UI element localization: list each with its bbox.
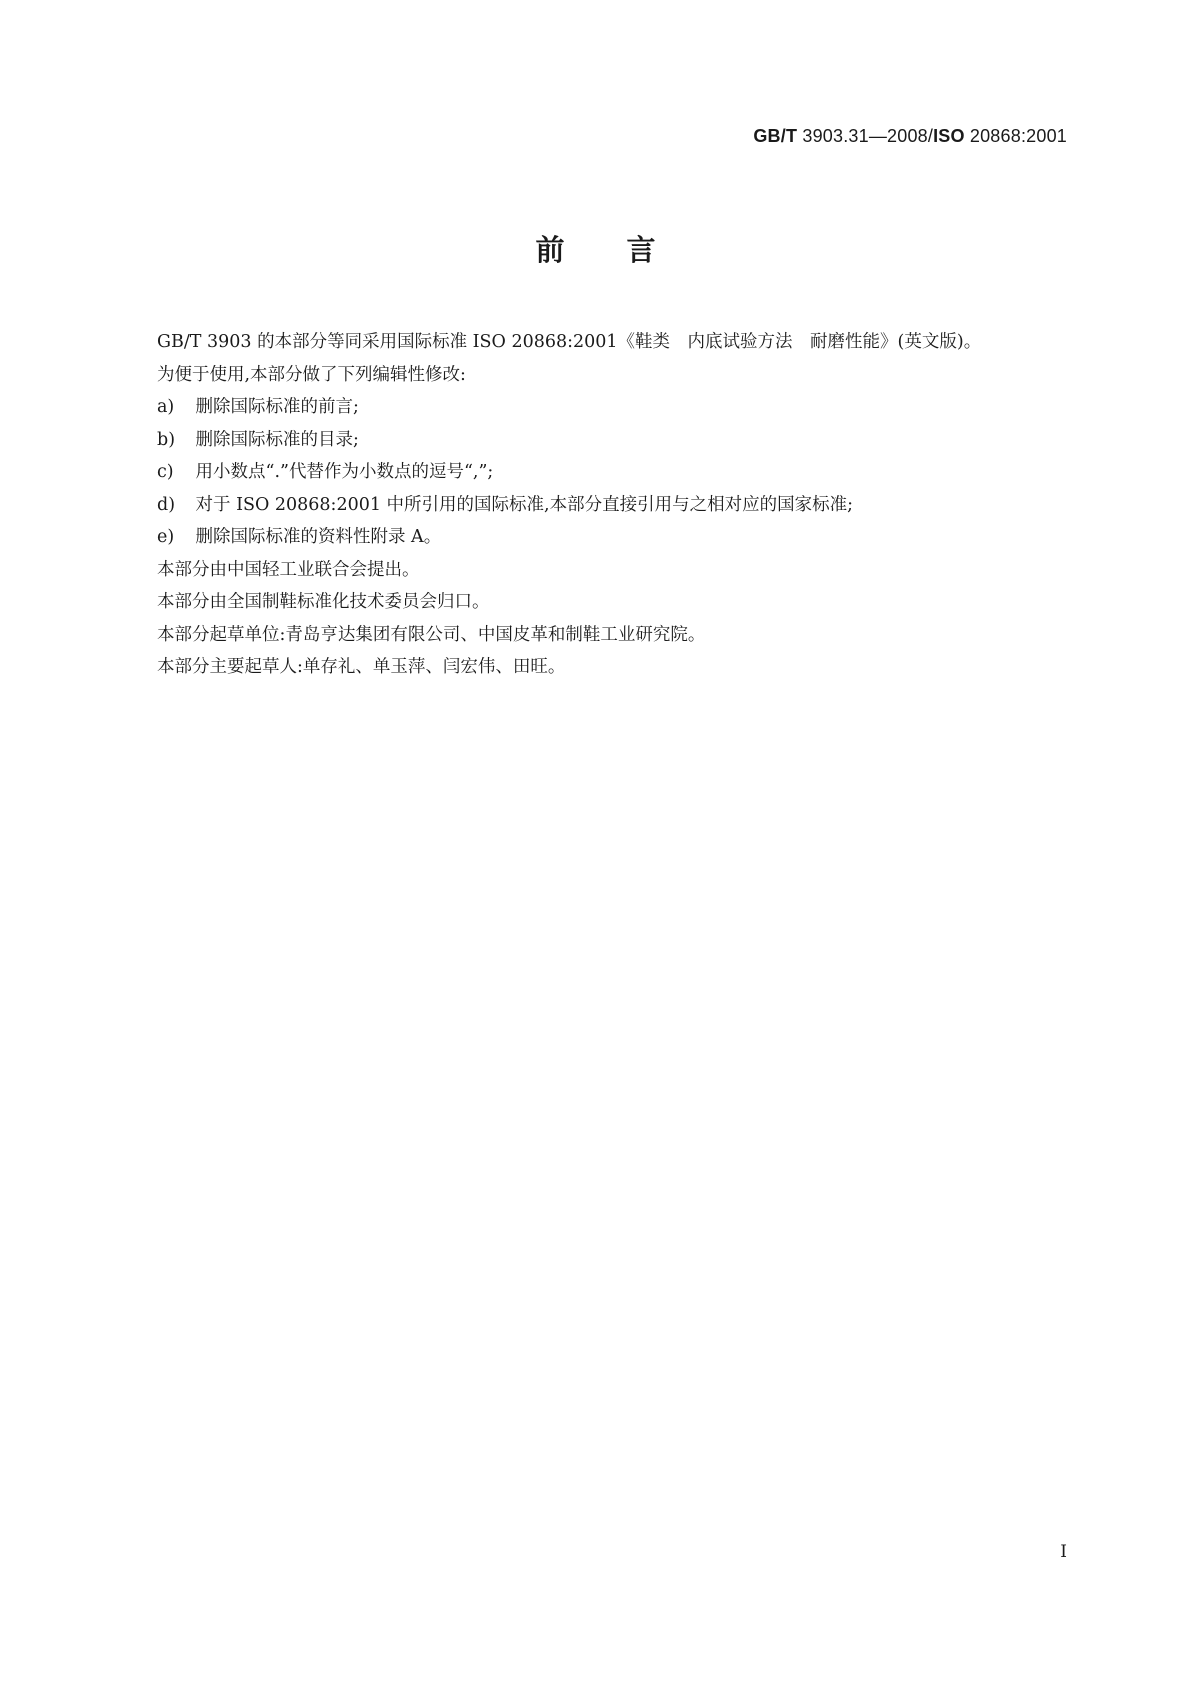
modification-item-c — [122, 456, 1064, 489]
drafters-paragraph: 本部分主要起草人:单存礼、单玉萍、闫宏伟、田旺。 — [157, 657, 566, 677]
std-number: 3903.31—2008/ — [797, 126, 934, 146]
proposed-by-paragraph: 本部分由中国轻工业联合会提出。 — [157, 559, 420, 580]
edit-intro-paragraph: 为便于使用,本部分做了下列编辑性修改: — [157, 364, 466, 385]
page-title: 前言 — [535, 233, 718, 267]
modification-item-d — [122, 489, 1064, 522]
page-number: I — [1060, 1542, 1067, 1562]
list-item-text: 对于 ISO 20868:2001 中所引用的国际标准,本部分直接引用与之相对应的国家标准; — [195, 494, 853, 515]
list-marker: c) — [157, 462, 174, 482]
intro-paragraph: GB/T 3903 的本部分等同采用国际标准 ISO 20868:2001《鞋类 内底试验方法 耐磨性能》(英文版)。 — [157, 332, 982, 352]
list-item-text: 删除国际标准的前言; — [195, 397, 359, 417]
list-marker: b) — [157, 429, 176, 450]
list-item-text: 删除国际标准的目录; — [195, 429, 359, 450]
list-marker: e) — [157, 527, 175, 547]
list-marker: a) — [157, 397, 175, 417]
modification-item-e — [122, 521, 1064, 554]
drafting-units-paragraph: 本部分起草单位:青岛亨达集团有限公司、中国皮革和制鞋工业研究院。 — [157, 624, 706, 645]
modification-item-a — [122, 391, 1064, 424]
foreword-body — [122, 326, 1064, 684]
list-item-text: 删除国际标准的资料性附录 A。 — [195, 527, 442, 547]
iso-number: 20868:2001 — [964, 126, 1067, 146]
std-prefix: GB/T — [753, 126, 798, 146]
managed-by-paragraph: 本部分由全国制鞋标准化技术委员会归口。 — [157, 592, 490, 612]
modification-item-b — [122, 424, 1064, 457]
standard-number-header — [753, 126, 1067, 147]
list-marker: d) — [157, 494, 176, 515]
iso-prefix: ISO — [933, 126, 965, 146]
list-item-text: 用小数点“.”代替作为小数点的逗号“,”; — [195, 462, 494, 482]
